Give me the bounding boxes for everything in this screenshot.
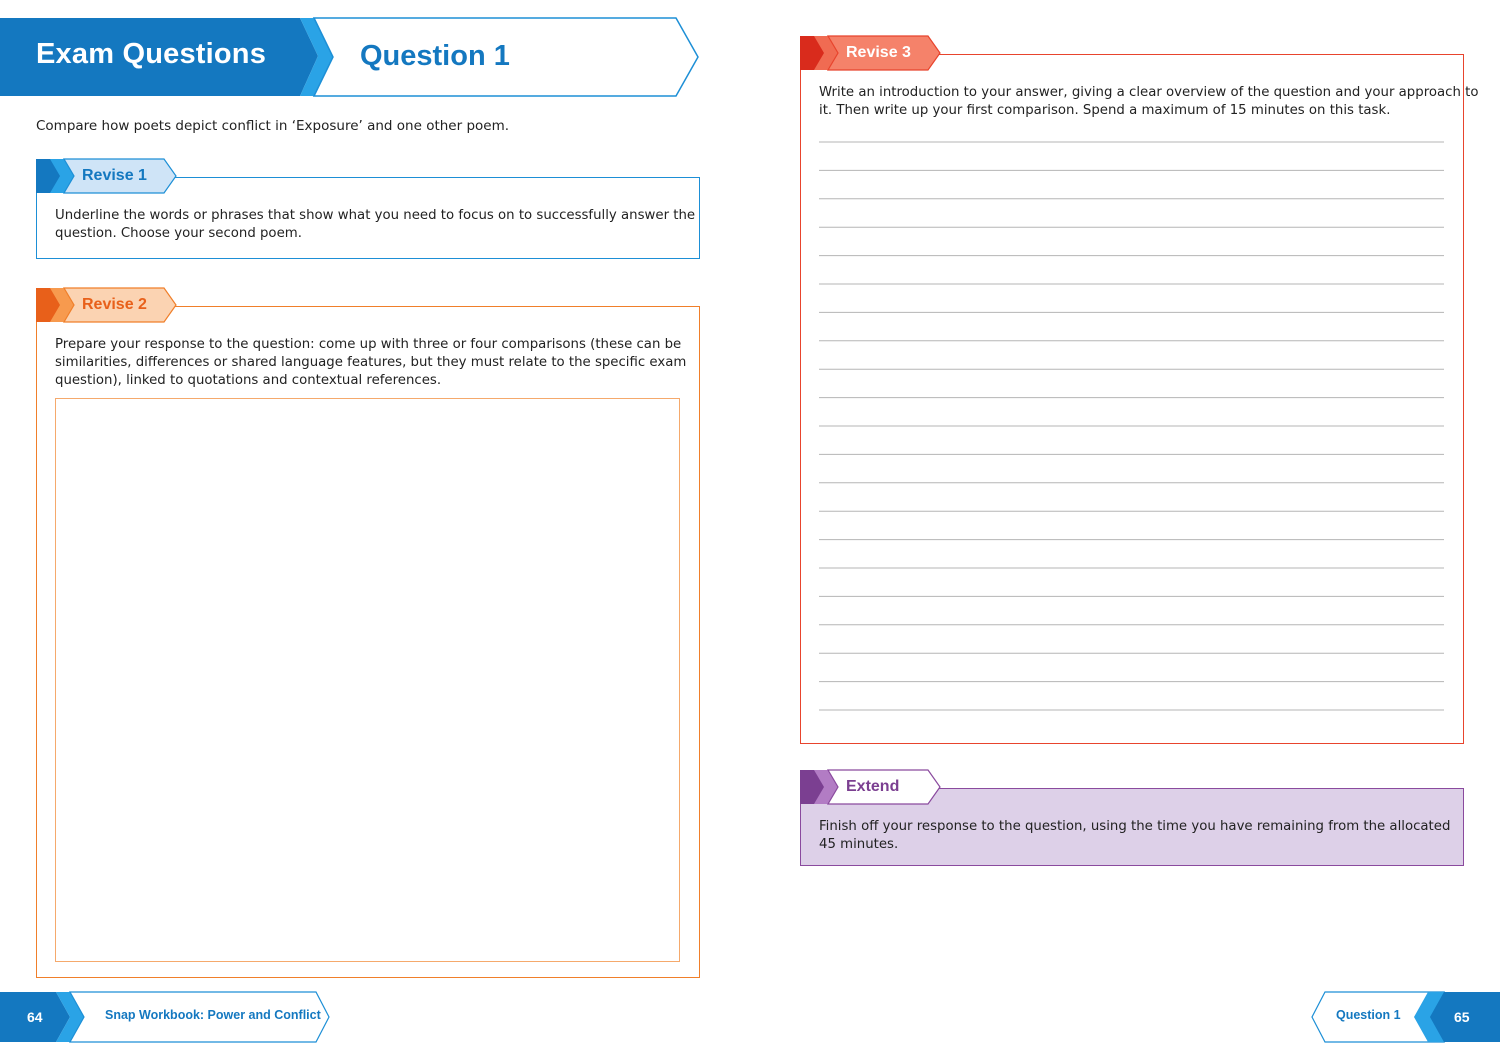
revise2-answer-area[interactable] (55, 398, 680, 962)
question-title: Question 1 (360, 40, 510, 72)
extend-label: Extend (846, 778, 900, 795)
revise1-label: Revise 1 (82, 167, 147, 184)
left-page-number: 64 (27, 1009, 43, 1025)
question-prompt: Compare how poets depict conflict in ‘Exposure’ and one other poem. (36, 118, 510, 134)
revise3-writing-lines[interactable] (818, 130, 1446, 720)
book-title: Snap Workbook: Power and Conflict (105, 1008, 321, 1022)
revise1-text: Underline the words or phrases that show what you need to focus on to successfully answer the question. Choose your second poem. (55, 208, 696, 241)
revise2-text: Prepare your response to the question: come up with three or four comparisons (these can be similarities, differences or shared language features, but they must relate to the specific exam question), linked to quotations and contextual references. (55, 337, 687, 388)
section-title: Exam Questions (36, 38, 267, 70)
extend-text: Finish off your response to the question, using the time you have remaining from the allocated 45 minutes. (819, 819, 1451, 852)
right-page-number: 65 (1454, 1009, 1470, 1025)
revise3-text: Write an introduction to your answer, giving a clear overview of the question and your approach to it. Then write up your first comparison. Spend a maximum of 15 minutes on this task. (819, 85, 1479, 118)
revise2-label: Revise 2 (82, 296, 147, 313)
footer-question-label: Question 1 (1336, 1008, 1401, 1022)
revise3-label: Revise 3 (846, 44, 911, 61)
